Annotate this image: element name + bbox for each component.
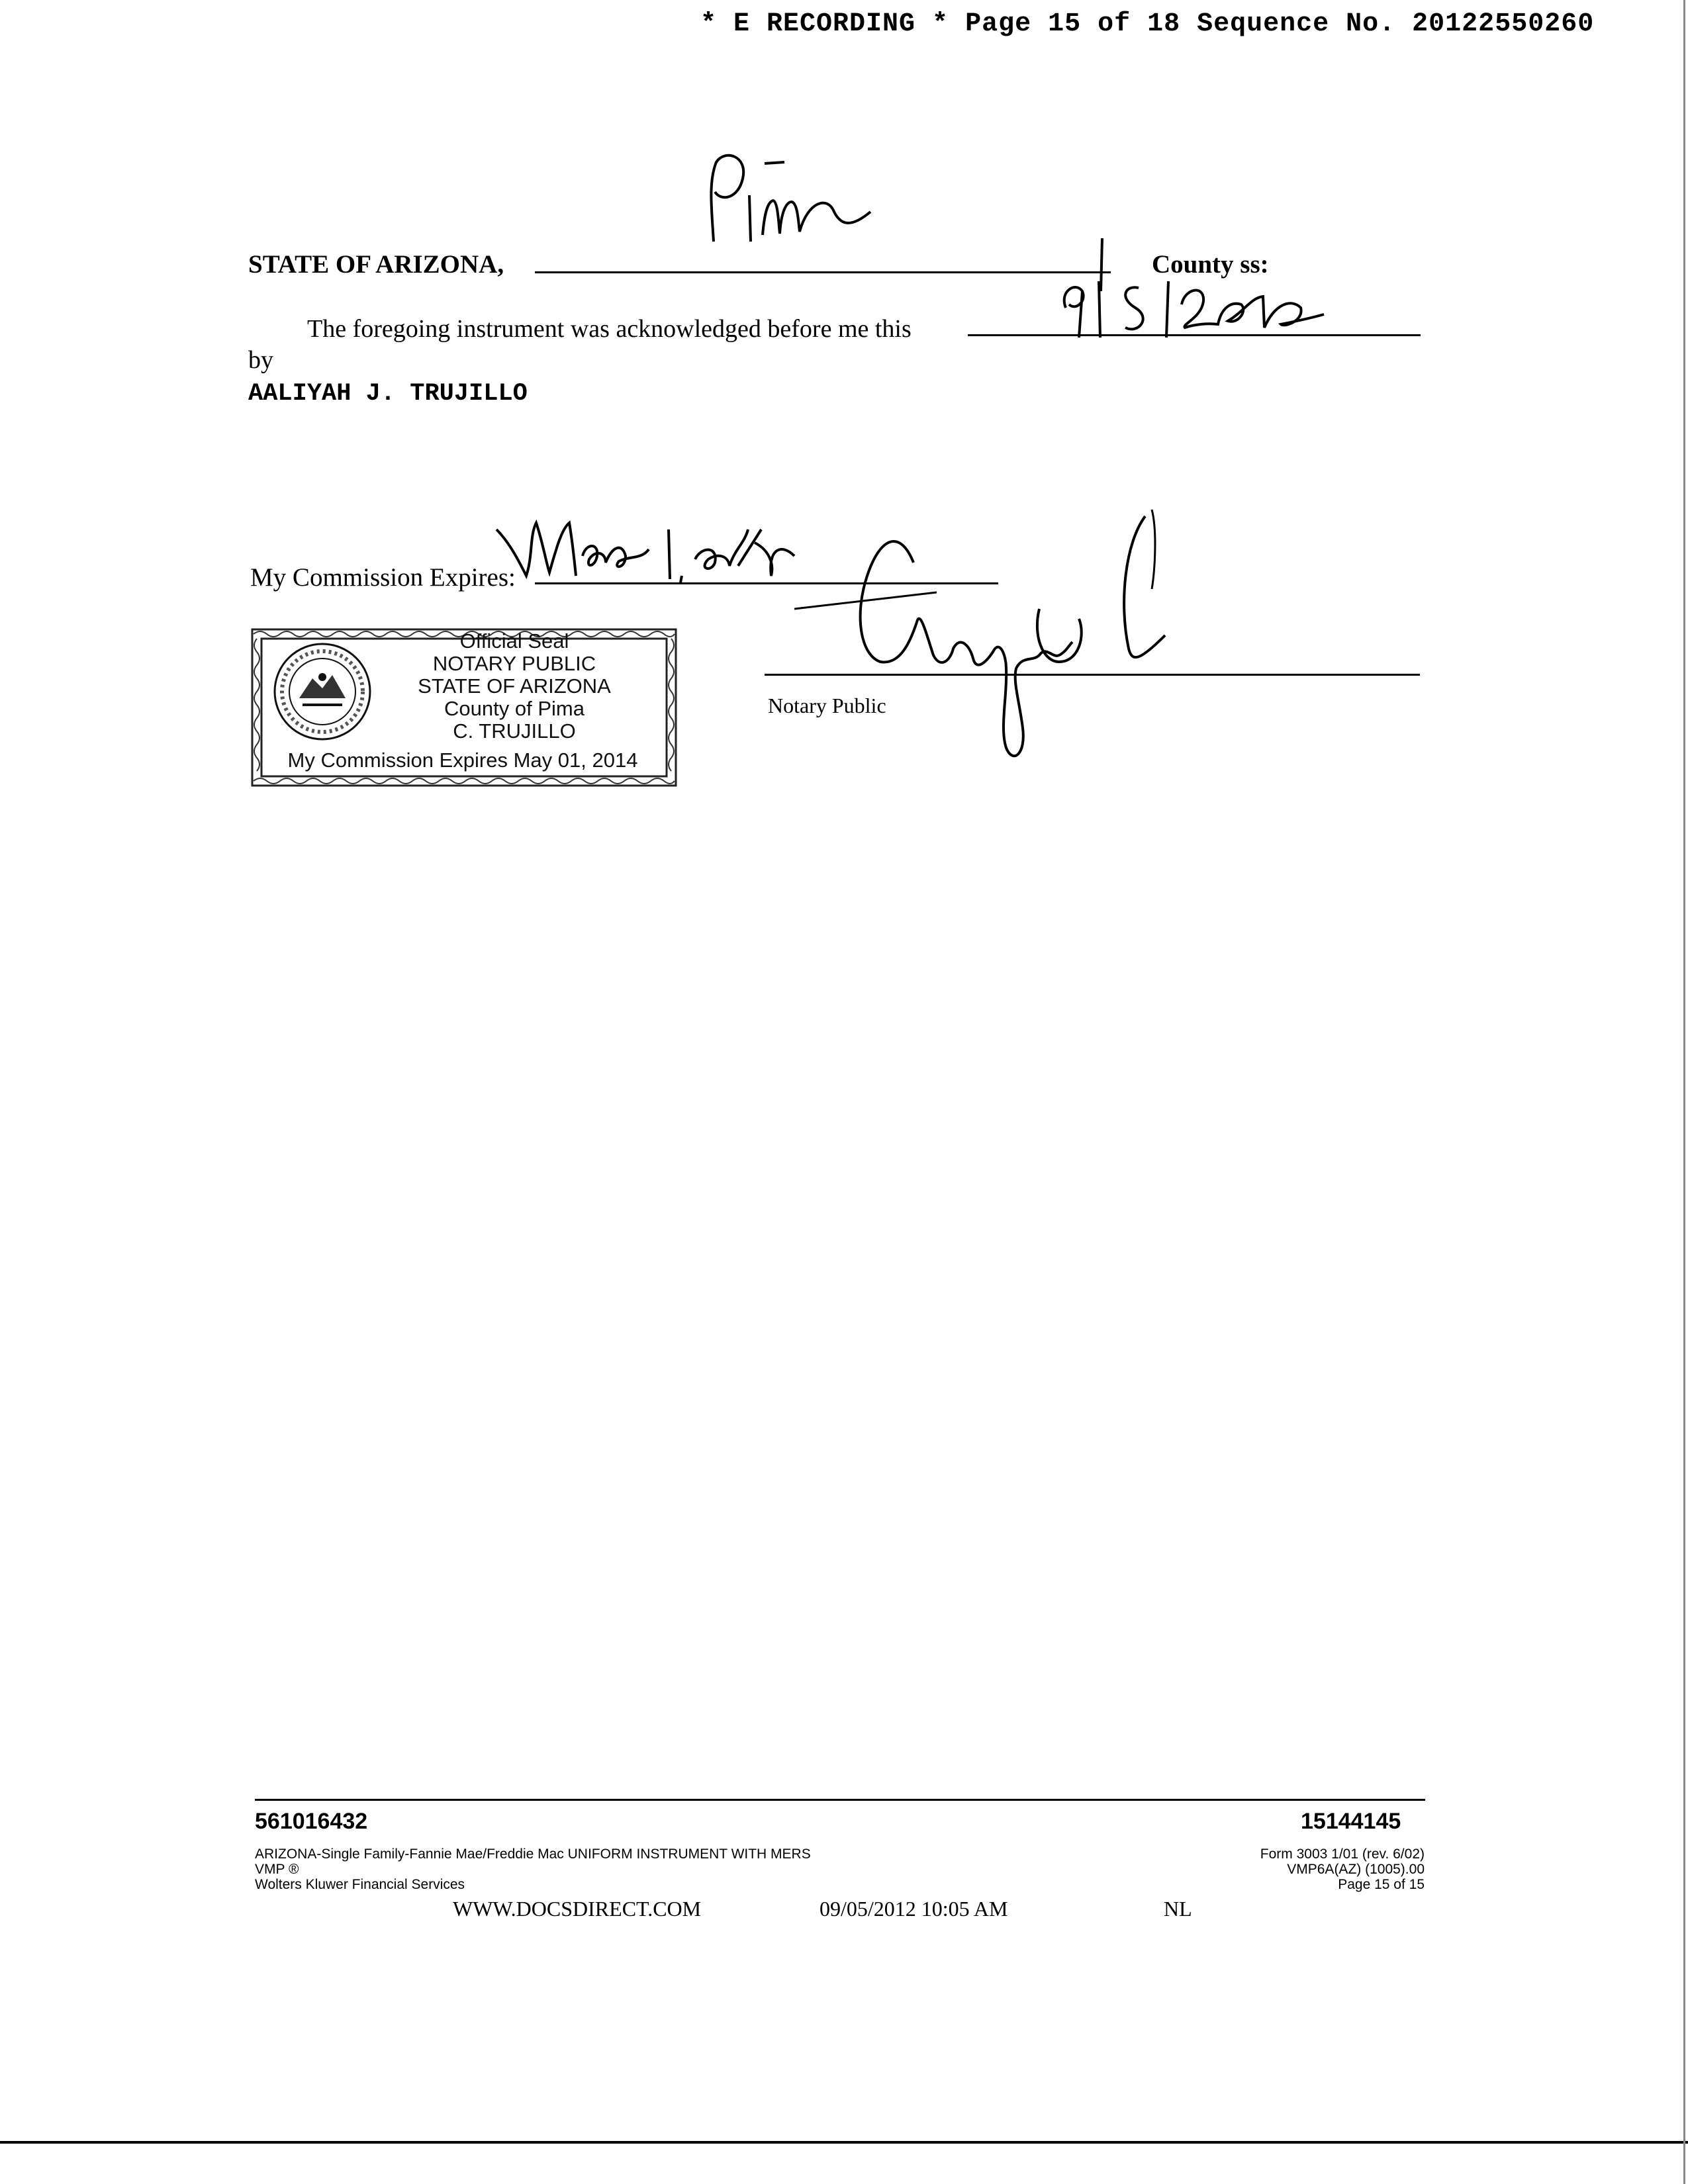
form-number: Form 3003 1/01 (rev. 6/02) — [1260, 1846, 1425, 1862]
handwritten-date — [1053, 271, 1331, 344]
seal-line-2: NOTARY PUBLIC — [432, 652, 596, 675]
document-number: 15144145 — [1301, 1809, 1401, 1834]
state-seal-icon — [275, 644, 370, 739]
notary-seal-stamp — [250, 625, 680, 791]
vmp-mark: VMP ® — [255, 1862, 299, 1877]
initials: NL — [1164, 1897, 1192, 1921]
state-label: STATE OF ARIZONA, — [248, 250, 504, 279]
seal-line-4: County of Pima — [444, 697, 585, 720]
vmp-code: VMP6A(AZ) (1005).00 — [1287, 1862, 1425, 1877]
signer-name: AALIYAH J. TRUJILLO — [248, 380, 528, 408]
seal-line-1: Official Seal — [459, 629, 569, 653]
seal-line-3: STATE OF ARIZONA — [418, 674, 611, 698]
scan-edge-right — [1683, 0, 1685, 2184]
by-label: by — [248, 346, 273, 374]
county-label: County ss: — [1152, 250, 1269, 279]
recording-header: * E RECORDING * Page 15 of 18 Sequence No. 20122550260 — [700, 9, 1595, 39]
notary-signature — [794, 503, 1205, 781]
commission-label: My Commission Expires: — [250, 563, 516, 592]
publisher: Wolters Kluwer Financial Services — [255, 1877, 465, 1892]
print-timestamp: 09/05/2012 10:05 AM — [820, 1897, 1008, 1921]
seal-line-6: My Commission Expires May 01, 2014 — [287, 749, 638, 772]
page-indicator: Page 15 of 15 — [1338, 1877, 1425, 1892]
scan-edge-bottom — [0, 2141, 1688, 2144]
foregoing-text: The foregoing instrument was acknowledged before me this — [307, 315, 912, 343]
county-blank-line — [535, 271, 1111, 273]
form-title: ARIZONA-Single Family-Fannie Mae/Freddie Mac UNIFORM INSTRUMENT WITH MERS — [255, 1846, 811, 1862]
loan-number: 561016432 — [255, 1809, 368, 1834]
handwritten-county-pima — [702, 149, 887, 268]
seal-line-5: C. TRUJILLO — [453, 719, 576, 743]
website: WWW.DOCSDIRECT.COM — [453, 1897, 702, 1921]
notary-public-label: Notary Public — [768, 694, 886, 717]
footer-rule — [255, 1799, 1425, 1801]
